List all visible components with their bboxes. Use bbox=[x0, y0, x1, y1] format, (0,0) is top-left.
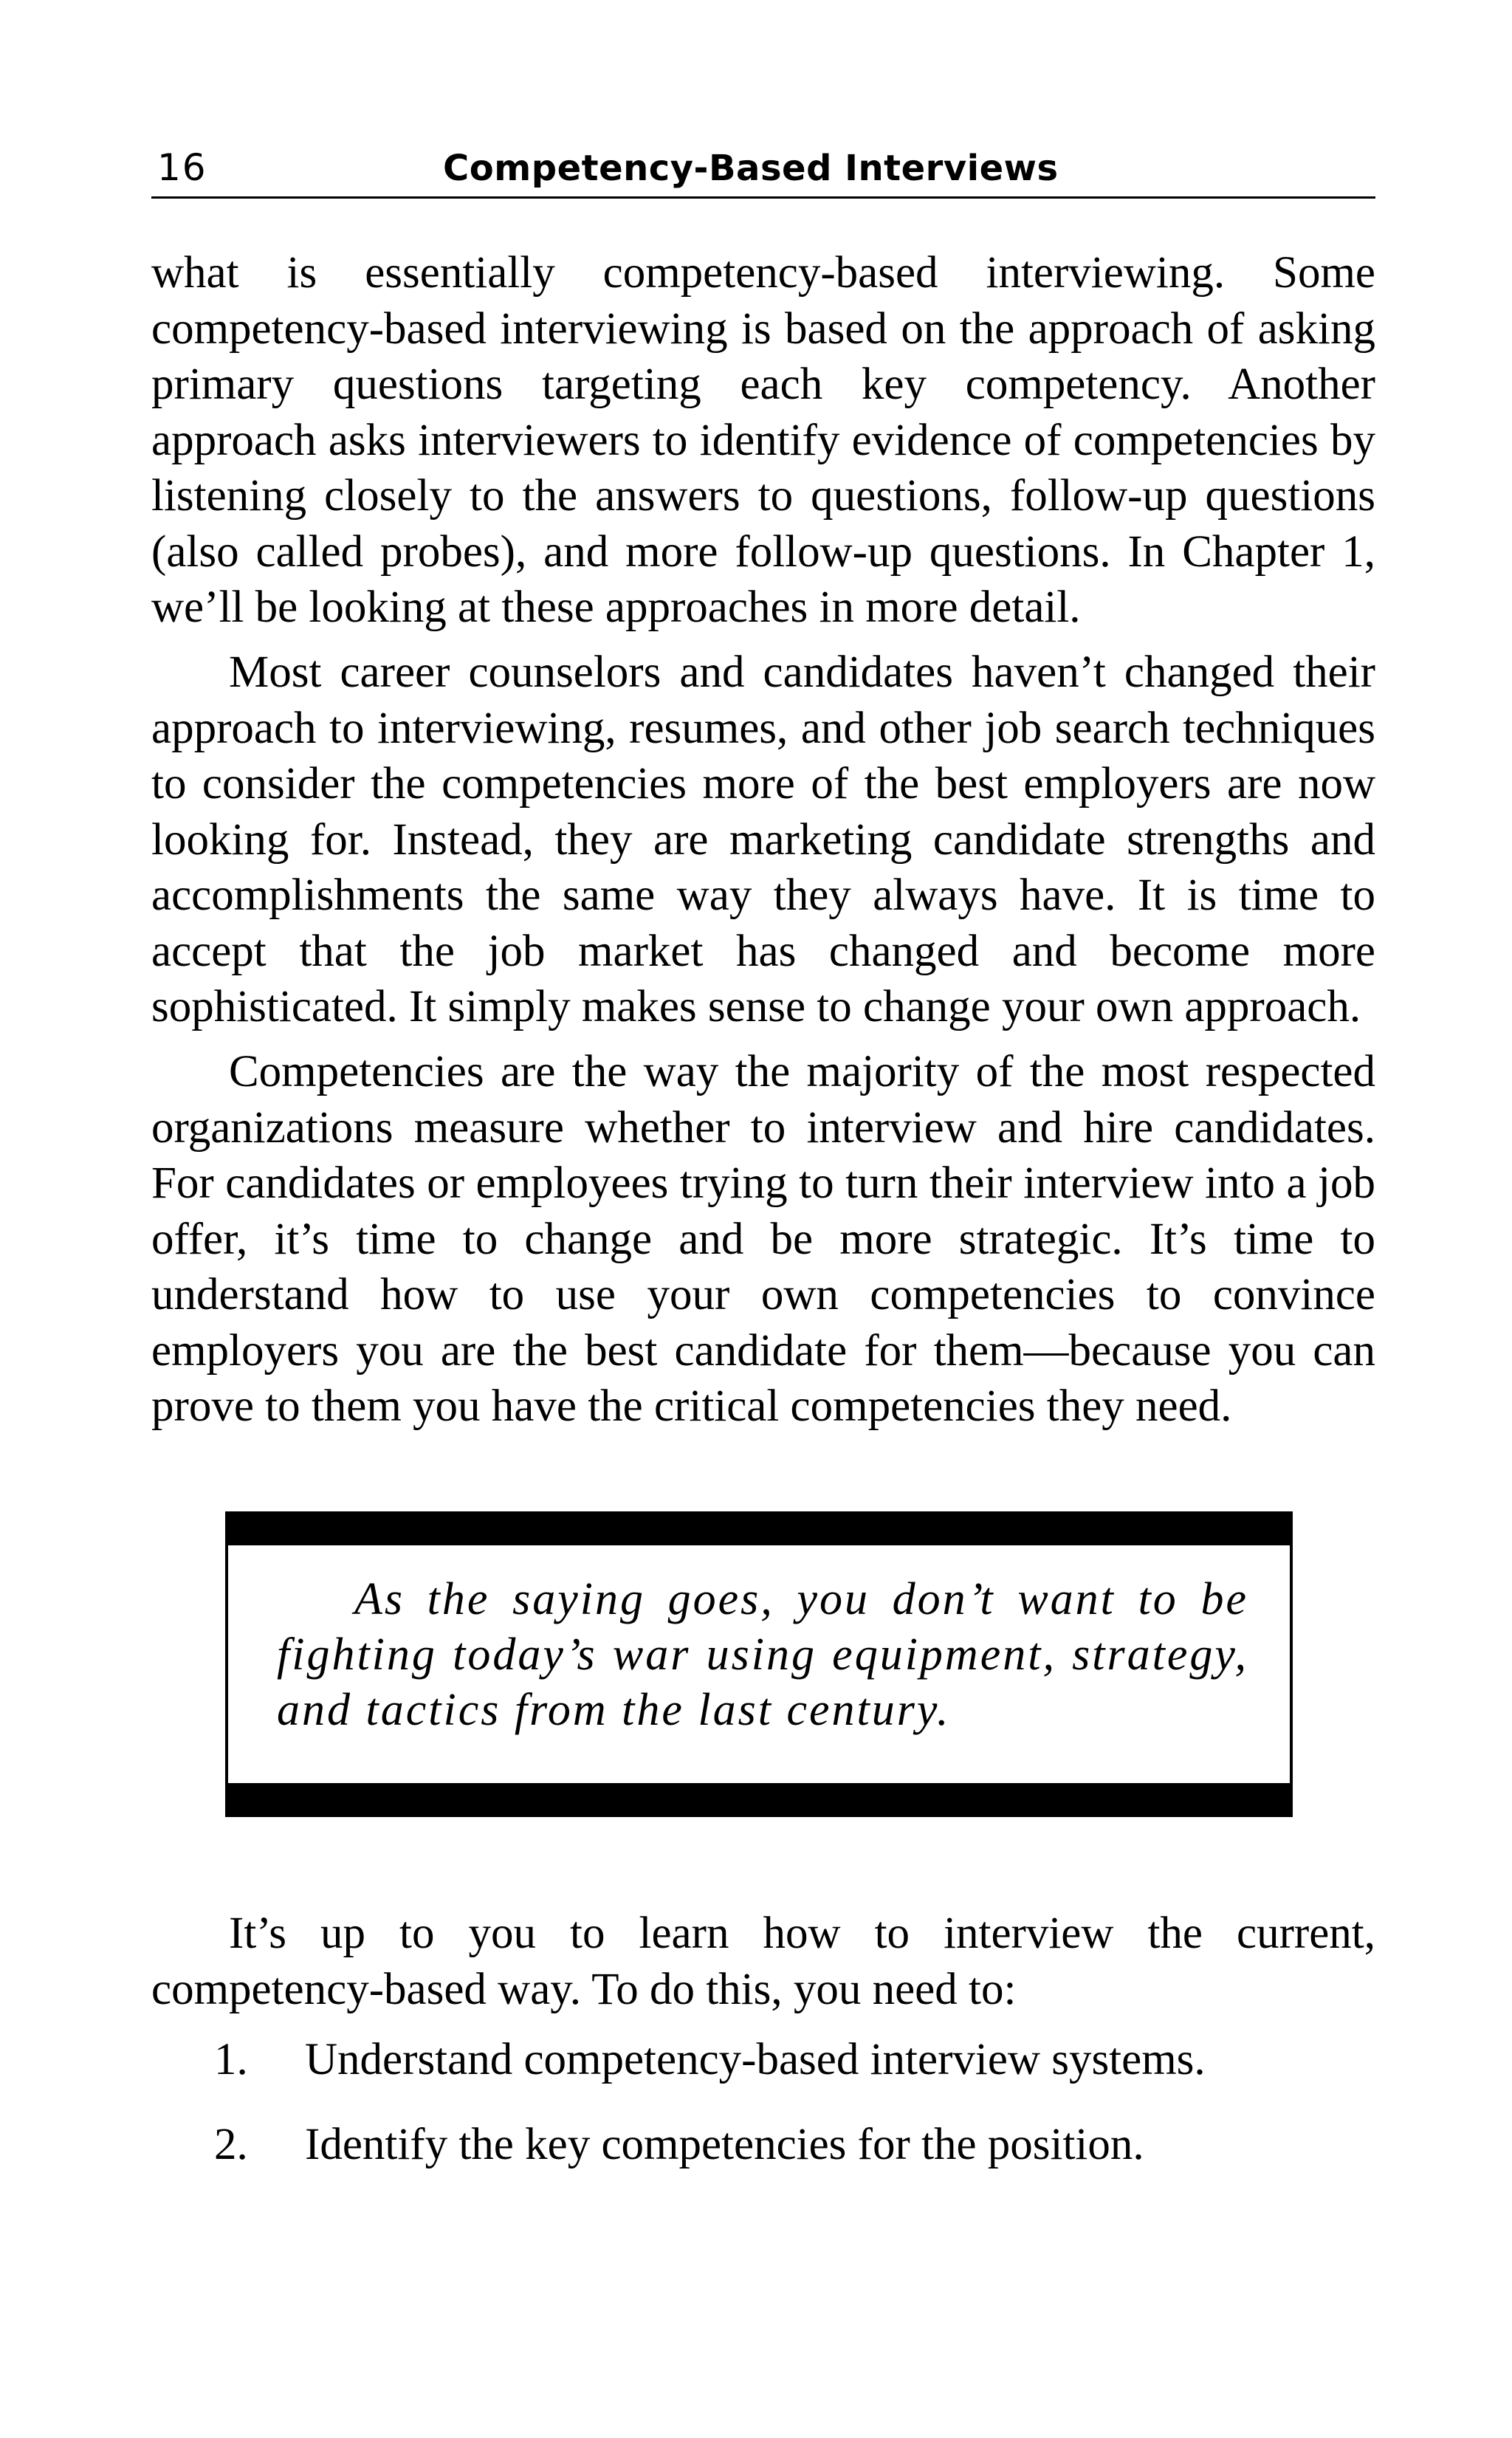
list-item bbox=[151, 2032, 1375, 2087]
list-item-number: 1. bbox=[214, 2035, 248, 2084]
callout-box bbox=[225, 1511, 1293, 1817]
running-head bbox=[151, 139, 1375, 199]
closing-paragraph: It’s up to you to learn how to interview the current, competency-based way. To do this, you need to: bbox=[151, 1909, 1375, 2014]
body-paragraph: Most career counselors and candidates haven’t changed their approach to interviewing, resumes, and other job search techniques to consider the competencies more of the best employers are now looking for. Instead, they are marketing candidate strengths and accomplishments the same way they always have. It is time to accept that the job market has changed and become more sophisticated. It simply makes sense to change your own approach. bbox=[151, 648, 1375, 1031]
body-paragraph: Competencies are the way the majority of the most respected organizations measure whether to interview and hire candidates. For candidates or employees trying to turn their interview into a job offer, it’s time to change and be more strategic. It’s time to understand how to use your own competencies to convince employers you are the best candidate for them—because you can prove to them you have the critical competencies they need. bbox=[151, 1047, 1375, 1431]
list-item bbox=[151, 2117, 1375, 2172]
running-title: Competency-Based Interviews bbox=[443, 148, 1059, 189]
list-item-text: Identify the key competencies for the position. bbox=[305, 2120, 1144, 2169]
list-item-text: Understand competency-based interview systems. bbox=[305, 2035, 1206, 2084]
page-number: 16 bbox=[157, 146, 207, 189]
numbered-list bbox=[151, 2032, 1375, 2202]
list-item-number: 2. bbox=[214, 2120, 248, 2169]
callout-quote: As the saying goes, you don’t want to be fighting today’s war using equipment, strategy, and tactics from the last century. bbox=[277, 1574, 1248, 1735]
body-paragraph: what is essentially competency-based interviewing. Some competency-based interviewing is based on the approach of asking primary questions targeting each key competency. Another approach asks interviewers to identify evidence of competencies by listening closely to the answers to questions, follow-up questions (also called probes), and more follow-up questions. In Chapter 1, we’ll be looking at these approaches in more detail. bbox=[151, 248, 1375, 632]
